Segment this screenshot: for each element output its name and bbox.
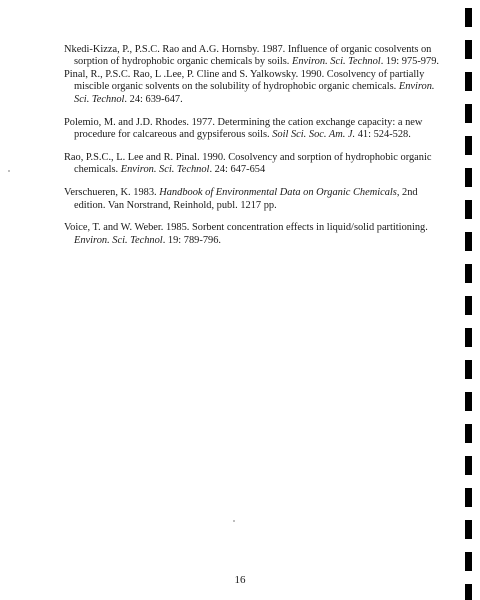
- binding-edge-marks: [465, 0, 472, 600]
- reference-entry: Verschueren, K. 1983. Handbook of Environmental Data on Organic Chemicals, 2nd edition. Van Norstrand, Reinhold, publ. 1217 pp.: [64, 187, 418, 211]
- reference-entry: Polemio, M. and J.D. Rhodes. 1977. Determining the cation exchange capacity: a new procedure for calcareous and gypsiferous soils. Soil Sci. Soc. Am. J. 41: 524-528.: [64, 116, 423, 140]
- page-number: 16: [234, 574, 246, 586]
- reference-entry: Rao, P.S.C., L. Lee and R. Pinal. 1990. Cosolvency and sorption of hydrophobic organic chemicals. Environ. Sci. Technol. 24: 647-654: [64, 151, 432, 176]
- reference-entry: Nkedi-Kizza, P., P.S.C. Rao and A.G. Hornsby. 1987. Influence of organic cosolvents on sorption of hydrophobic organic chemicals by soils. Environ. Sci. Technol. 19: 975-979.: [64, 44, 439, 68]
- reference-list: [64, 44, 439, 258]
- scan-speck: [8, 170, 10, 172]
- reference-entry: Voice, T. and W. Weber. 1985. Sorbent concentration effects in liquid/solid partitioning. Environ. Sci. Technol. 19: 789-796.: [64, 222, 428, 246]
- reference-entry: Pinal, R., P.S.C. Rao, L .Lee, P. Cline and S. Yalkowsky. 1990. Cosolvency of partially miscible organic solvents on the solubility of hydrophobic organic chemicals. Environ. Sci. Technol. 24: 639-647.: [64, 68, 435, 105]
- scan-speck: [233, 520, 235, 522]
